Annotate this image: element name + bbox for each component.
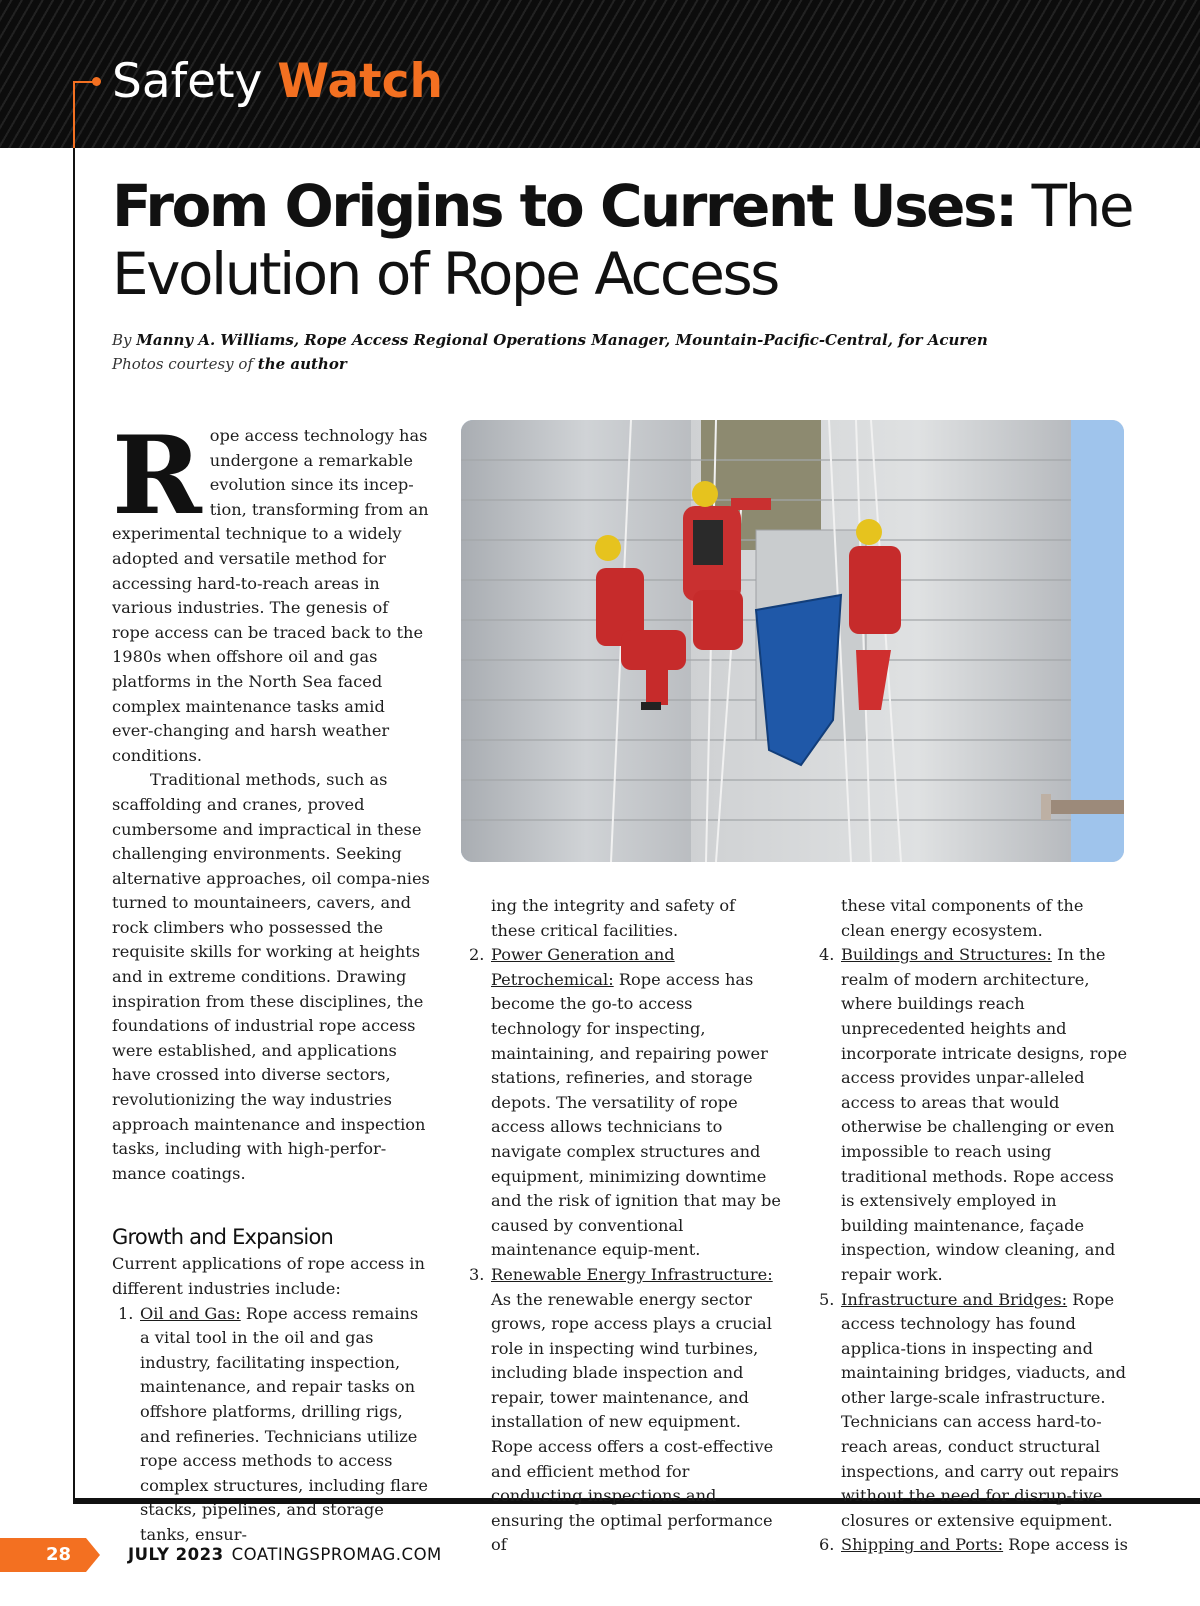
list-label: Power Generation and Petrochemical: xyxy=(491,945,675,989)
list-text: As the renewable energy sector grows, rope access plays a crucial role in inspecting wind turbines, including blade inspection and repair, tower maintenance, and installation of new equipment. Rope access offers a cost-effective and efficient method for conducting inspections and ensuring the optimal performance of xyxy=(491,1289,774,1555)
list-label: Renewable Energy Infrastructure: xyxy=(491,1264,773,1284)
continuation-text: ing the integrity and safety of these critical facilities. xyxy=(491,896,736,940)
footer-site: COATINGSPROMAG.COM xyxy=(231,1545,442,1564)
rope-access-photo-illustration xyxy=(461,420,1124,862)
list-number: 5. xyxy=(819,1289,835,1309)
intro-text: ope access technology has undergone a remarkable evolution since its incep-tion, transforming from an experimental technique to a widely adopted and versatile method for accessing hard-to-reach areas in various industries. The genesis of rope access can be traced back to the 1980s when offshore oil and gas platforms in the North Sea faced complex maintenance tasks amid ever-changing and harsh weather conditions. xyxy=(112,426,429,765)
dropcap: R xyxy=(112,413,202,539)
list-item-1 xyxy=(112,1302,430,1548)
left-rule xyxy=(73,148,75,1504)
photo-credit: the author xyxy=(257,355,347,373)
byline-author: Manny A. Williams, Rope Access Regional Operations Manager, Mountain-Pacific-Central, for Acuren xyxy=(136,331,988,349)
list-text: Rope access technology has found applica-tions in inspecting and maintaining bridges, viaducts, and other large-scale infrastructure. Technicians can access hard-to-reach areas, conduct structural inspections, and carry out repairs without the need for disrup-tive closures or extensive equipment. xyxy=(841,1289,1127,1530)
column-2 xyxy=(463,894,781,1558)
list-number: 2. xyxy=(469,945,485,965)
intro-paragraph xyxy=(112,413,430,768)
list-item-4 xyxy=(813,943,1129,1287)
article-title xyxy=(112,172,1172,308)
list-item-5 xyxy=(813,1288,1129,1534)
list-label: Oil and Gas: xyxy=(140,1303,241,1323)
continuation-text: these vital components of the clean energy ecosystem. xyxy=(841,896,1084,940)
list-number: 3. xyxy=(469,1264,485,1284)
section-label: Safety xyxy=(112,54,263,109)
photo-credit-line xyxy=(112,352,1172,376)
banner-accent-dot xyxy=(92,77,101,86)
banner-accent-line xyxy=(73,81,75,148)
footer-issue-site xyxy=(128,1542,442,1568)
section-title xyxy=(112,52,443,112)
list-label: Buildings and Structures: xyxy=(841,945,1052,965)
list-number: 4. xyxy=(819,945,835,965)
list-item-6 xyxy=(813,1533,1129,1558)
section-accent: Watch xyxy=(277,54,443,109)
list-text: Rope access remains a vital tool in the oil and gas industry, facilitating inspection, maintenance, and repair tasks on offshore platforms, drilling rigs, and refineries. Technicians utilize rope access methods to access complex structures, including flare stacks, pipelines, and storage tanks, ensur- xyxy=(140,1303,428,1544)
byline-author-line xyxy=(112,328,1172,352)
byline-prefix: By xyxy=(112,331,137,349)
list-item-3 xyxy=(463,1263,781,1558)
list-label: Infrastructure and Bridges: xyxy=(841,1289,1068,1309)
page-number: 28 xyxy=(46,1544,72,1565)
footer-issue: JULY 2023 xyxy=(128,1545,224,1564)
list-label: Shipping and Ports: xyxy=(841,1535,1004,1555)
article-title-rest: The Evolution of Rope Access xyxy=(112,172,1133,308)
list-number: 1. xyxy=(118,1303,134,1323)
list-intro: Current applications of rope access in different industries include: xyxy=(112,1254,425,1298)
list-text: In the realm of modern architecture, where buildings reach unprecedented heights and incorporate intricate designs, rope access provides unpar-alleled access to areas that would otherwise be challenging or even impossible to reach using traditional methods. Rope access is extensively employed in building maintenance, façade inspection, window cleaning, and repair work. xyxy=(841,945,1128,1284)
column-1 xyxy=(112,413,430,1548)
list-item-2 xyxy=(463,943,781,1263)
list-number: 6. xyxy=(819,1535,835,1555)
article-title-bold: From Origins to Current Uses: xyxy=(112,172,1016,240)
article-photo xyxy=(461,420,1124,862)
byline xyxy=(112,328,1172,376)
list-text: Rope access has become the go-to access technology for inspecting, maintaining, and repairing power stations, refineries, and storage depots. The versatility of rope access allows technicians to navigate complex structures and equipment, minimizing downtime and the risk of ignition that may be caused by conventional maintenance equip-ment. xyxy=(491,969,781,1260)
photo-credit-prefix: Photos courtesy of xyxy=(112,355,258,373)
list-text: Rope access is xyxy=(1003,1535,1128,1555)
column-3 xyxy=(813,894,1129,1558)
paragraph-2: Traditional methods, such as scaffolding and cranes, proved cumbersome and impractical in these challenging environments. Seeking alternative approaches, oil compa-nies turned to mountaineers, cavers, and rock climbers who possessed the requisite skills for working at heights and in extreme conditions. Drawing inspiration from these disciplines, the foundations of industrial rope access were established, and applications have crossed into diverse sectors, revolutionizing the way industries approach maintenance and inspection tasks, including with high-perfor-mance coatings. xyxy=(112,770,430,1183)
subhead-growth: Growth and Expansion xyxy=(112,1225,334,1250)
